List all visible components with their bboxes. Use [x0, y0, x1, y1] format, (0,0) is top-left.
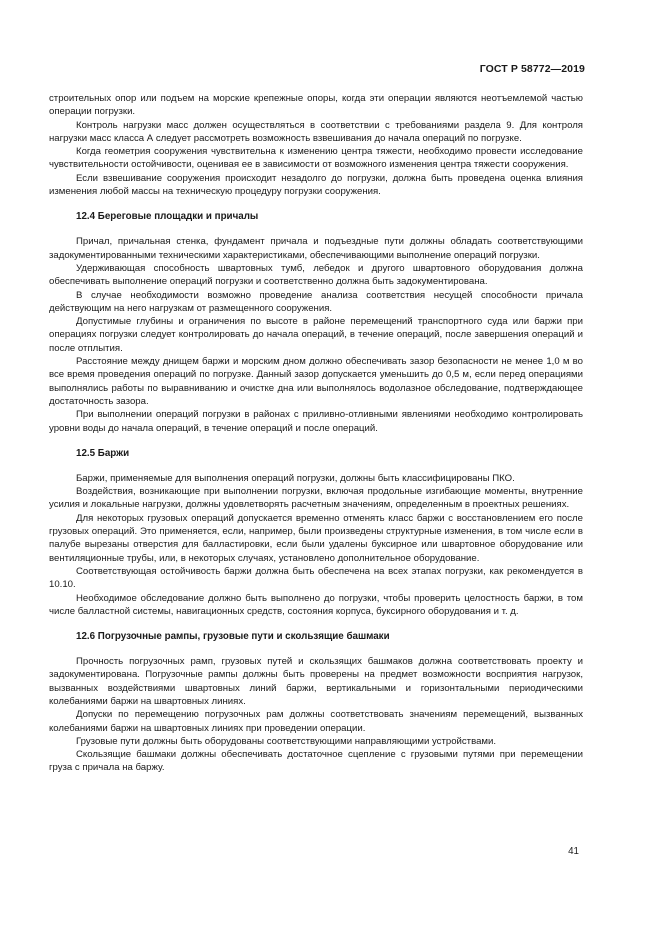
paragraph: Необходимое обследование должно быть выполнено до погрузки, чтобы проверить целостность баржи, в том числе балластной системы, навигационных средств, состояния корпуса, буксирного оборудования и т. д.	[49, 592, 583, 617]
paragraph: Причал, причальная стенка, фундамент причала и подъездные пути должны обладать соответствующими задокументированными техническими характеристиками, обеспечивающими выполнение операций погрузки.	[49, 236, 583, 261]
page-number: 41	[568, 846, 579, 857]
page-body	[49, 92, 583, 775]
paragraph: Для некоторых грузовых операций допускается временно отменять класс баржи с восстановлением его после грузовых операций. Это применяется, если, например, были произведены структурные изменения, в том числе если в палубе вырезаны отверстия для балластировки, если были удалены буксирное или швартовное оборудование или вентиляционные трубы, или, в некоторых случаях, установлено дополнительное оборудование.	[49, 512, 583, 564]
paragraph: Допустимые глубины и ограничения по высоте в районе перемещений транспортного суда или баржи при операциях погрузки следует контролировать до начала операций, в течение операций, после завершения операций и после отплытия.	[49, 316, 583, 354]
paragraph: В случае необходимости возможно проведение анализа соответствия несущей способности причала действующим на него нагрузкам от размещенного сооружения.	[49, 289, 583, 314]
paragraph: Воздействия, возникающие при выполнении погрузки, включая продольные изгибающие моменты, внутренние усилия и локальные нагрузки, должны удовлетворять расчетным значениям, определенным в проектных решениях.	[49, 486, 583, 511]
paragraph: Удерживающая способность швартовных тумб, лебедок и другого швартовного оборудования должна обеспечивать выполнение операций погрузки и соответственно должна быть задокументирована.	[49, 262, 583, 288]
paragraph: При выполнении операций погрузки в районах с приливно-отливными явлениями необходимо контролировать уровни воды до начала операций, в течение операций и после операций.	[49, 409, 583, 434]
section-heading-12-5: 12.5 Баржи	[76, 447, 130, 459]
paragraph: Если взвешивание сооружения происходит незадолго до погрузки, должна быть проведена оценка влияния изменения любой массы на техническую процедуру погрузки сооружения.	[49, 172, 583, 198]
paragraph: Скользящие башмаки должны обеспечивать достаточное сцепление с грузовыми путями при перемещении груза с причала на баржу.	[49, 749, 583, 774]
document-standard-id: ГОСТ Р 58772—2019	[479, 63, 585, 75]
paragraph: строительных опор или подъем на морские крепежные опоры, когда эти операции являются неотъемлемой частью операции погрузки.	[49, 93, 583, 118]
section-heading-12-4: 12.4 Береговые площадки и причалы	[76, 211, 259, 223]
paragraph: Баржи, применяемые для выполнения операций погрузки, должны быть классифицированы ПКО.	[76, 472, 515, 484]
paragraph: Соответствующая остойчивость баржи должна быть обеспечена на всех этапах погрузки, как рекомендуется в 10.10.	[49, 565, 583, 591]
paragraph: Когда геометрия сооружения чувствительна к изменению центра тяжести, необходимо провести исследование чувствительности остойчивости, оценивая ее в зависимости от возможного изменения центра тяжести сооружения.	[49, 146, 583, 171]
paragraph: Контроль нагрузки масс должен осуществляться в соответствии с требованиями раздела 9. Для контроля нагрузки масс класса А следует рассмотреть возможность взвешивания до начала операций по погрузке.	[49, 119, 583, 144]
paragraph: Допуски по перемещению погрузочных рам должны соответствовать значениям перемещений, вызванных колебаниями баржи на швартовных линиях при проведении операции.	[49, 709, 583, 734]
paragraph: Грузовые пути должны быть оборудованы соответствующими направляющими устройствами.	[76, 735, 497, 747]
paragraph: Расстояние между днищем баржи и морским дном должно обеспечивать зазор безопасности не менее 1,0 м во все время проведения операций по погрузке. Данный зазор допускается уменьшить до 0,5 м, если перед операциями выполнялись работы по выравниванию и очистке дна или выполнялось водолазное обследование, подтверждающее достаточность зазора.	[49, 356, 583, 407]
section-heading-12-6: 12.6 Погрузочные рампы, грузовые пути и скользящие башмаки	[76, 631, 390, 643]
paragraph: Прочность погрузочных рамп, грузовых путей и скользящих башмаков должна соответствовать проекту и задокументирована. Погрузочные рампы должны быть проверены на предмет возможности восприятия нагрузок, вызванных воздействиями швартовных линий баржи, вертикальными и горизонтальными периодическими колебаниями баржи на швартовных линиях.	[49, 656, 583, 707]
